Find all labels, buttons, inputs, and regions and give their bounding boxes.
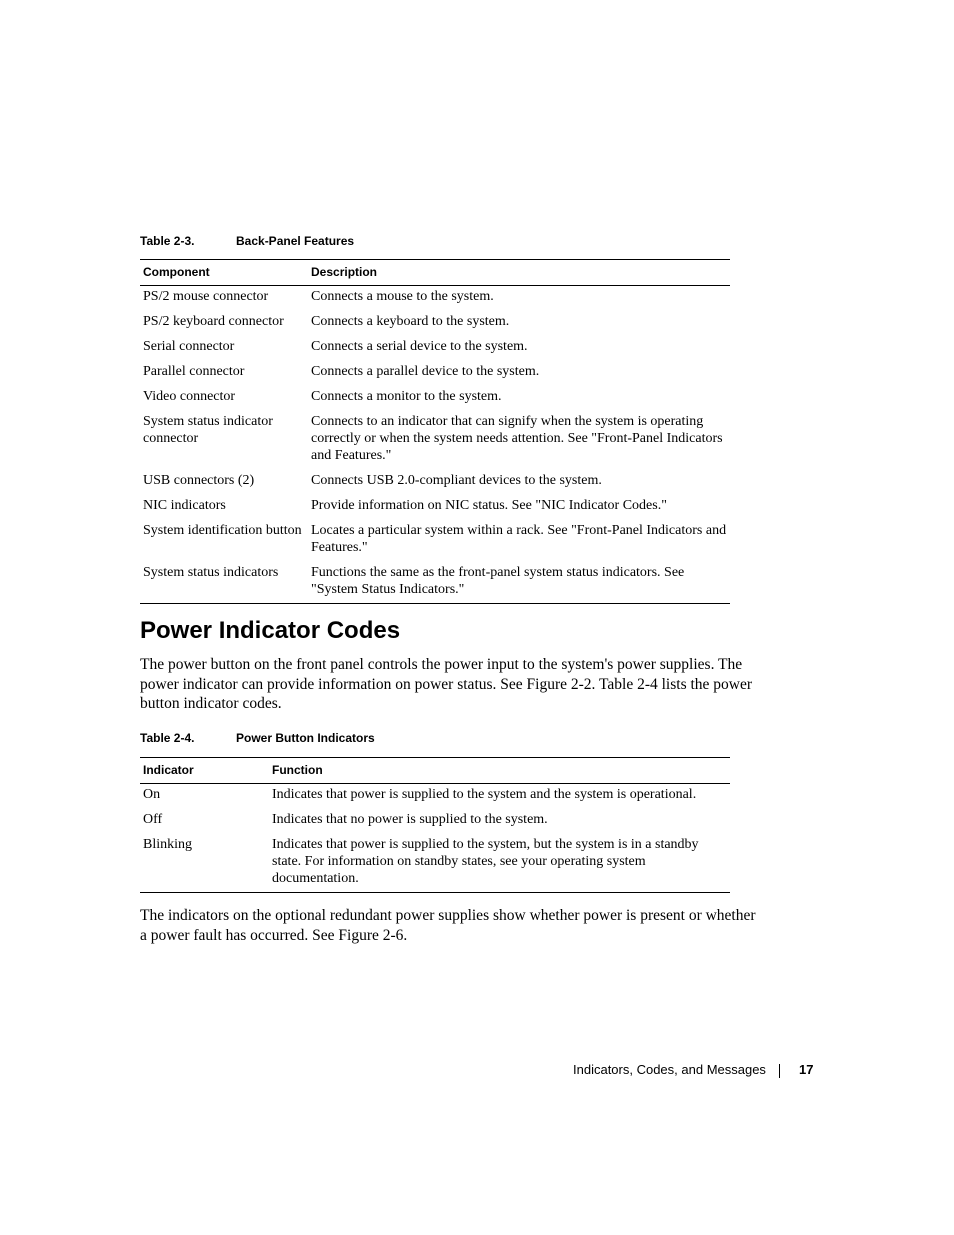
table-row [140,811,730,836]
table-cell-description: Connects to an indicator that can signify when the system is operating correctly or when the system needs attention. See "Front-Panel Indicators and Features." [311,414,723,463]
table-cell-description: Connects a monitor to the system. [311,389,502,404]
table-row [140,363,730,388]
table-title: Back-Panel Features [236,234,355,248]
table-body [140,784,730,893]
table-cell-description: Indicates that power is supplied to the system and the system is operational. [272,787,697,802]
table-cell-description: Connects a parallel device to the system. [311,364,540,379]
table-row [140,388,730,413]
table-row [140,784,730,812]
table-row [140,413,730,472]
table-2-4-caption [140,731,375,745]
table-cell-name: On [143,787,161,802]
table-cell-description: Indicates that no power is supplied to the system. [272,812,548,827]
table-row [140,472,730,497]
table-cell-description: Connects USB 2.0-compliant devices to the system. [311,473,602,488]
table-cell-name: PS/2 keyboard connector [143,314,284,329]
table-cell-description: Indicates that power is supplied to the system, but the system is in a standby state. For information on standby states, see your operating system documentation. [269,836,730,893]
table-cell-name: System status indicators [140,564,308,604]
table-cell-description: Connects a serial device to the system. [311,339,528,354]
table-cell-description: Provide information on NIC status. See "NIC Indicator Codes." [311,498,667,513]
table-body [140,286,730,604]
table-row [140,564,730,604]
table-row [140,497,730,522]
footer-divider [779,1064,780,1078]
table-2-3-caption [140,234,354,248]
table-cell-name: Blinking [140,836,269,893]
table-row [140,522,730,564]
table-cell-name: Serial connector [143,339,235,354]
column-header-function: Function [269,758,730,784]
table-cell-name: NIC indicators [143,498,226,513]
footer-title: Indicators, Codes, and Messages [573,1062,766,1077]
table-number: Table 2-4. [140,731,195,745]
table-cell-description: Locates a particular system within a rack. See "Front-Panel Indicators and Features." [311,523,727,555]
table-cell-description: Connects a mouse to the system. [311,289,494,304]
page-number: 17 [799,1062,814,1077]
table-cell-description: Connects a keyboard to the system. [311,314,510,329]
back-panel-features-table [140,259,730,604]
table-row [140,836,730,893]
table-cell-name: PS/2 mouse connector [143,289,269,304]
table-cell-name: USB connectors (2) [143,473,255,488]
table-cell-name: Off [143,812,163,827]
column-header-description: Description [308,260,730,286]
table-cell-name: System identification button [143,523,302,538]
intro-paragraph: The power button on the front panel controls the power input to the system's power supplies. The power indicator can provide information on power status. See Figure 2-2. Table 2-4 lists the power button indicator codes. [140,656,753,712]
table-cell-description: Functions the same as the front-panel system status indicators. See "System Status Indicators." [308,564,730,604]
table-header-row [140,260,730,286]
closing-paragraph: The indicators on the optional redundant power supplies show whether power is present or whether a power fault has occurred. See Figure 2-6. [140,907,756,944]
column-header-indicator: Indicator [140,758,269,784]
table-cell-name: Video connector [143,389,236,404]
section-heading: Power Indicator Codes [140,617,401,644]
table-cell-name: Parallel connector [143,364,245,379]
table-number: Table 2-3. [140,234,195,248]
column-header-component: Component [140,260,308,286]
power-button-indicators-table [140,757,730,893]
table-header-row [140,758,730,784]
table-row [140,338,730,363]
table-cell-name: System status indicator connector [143,414,273,446]
table-title: Power Button Indicators [236,731,375,745]
table-row [140,286,730,314]
table-row [140,313,730,338]
